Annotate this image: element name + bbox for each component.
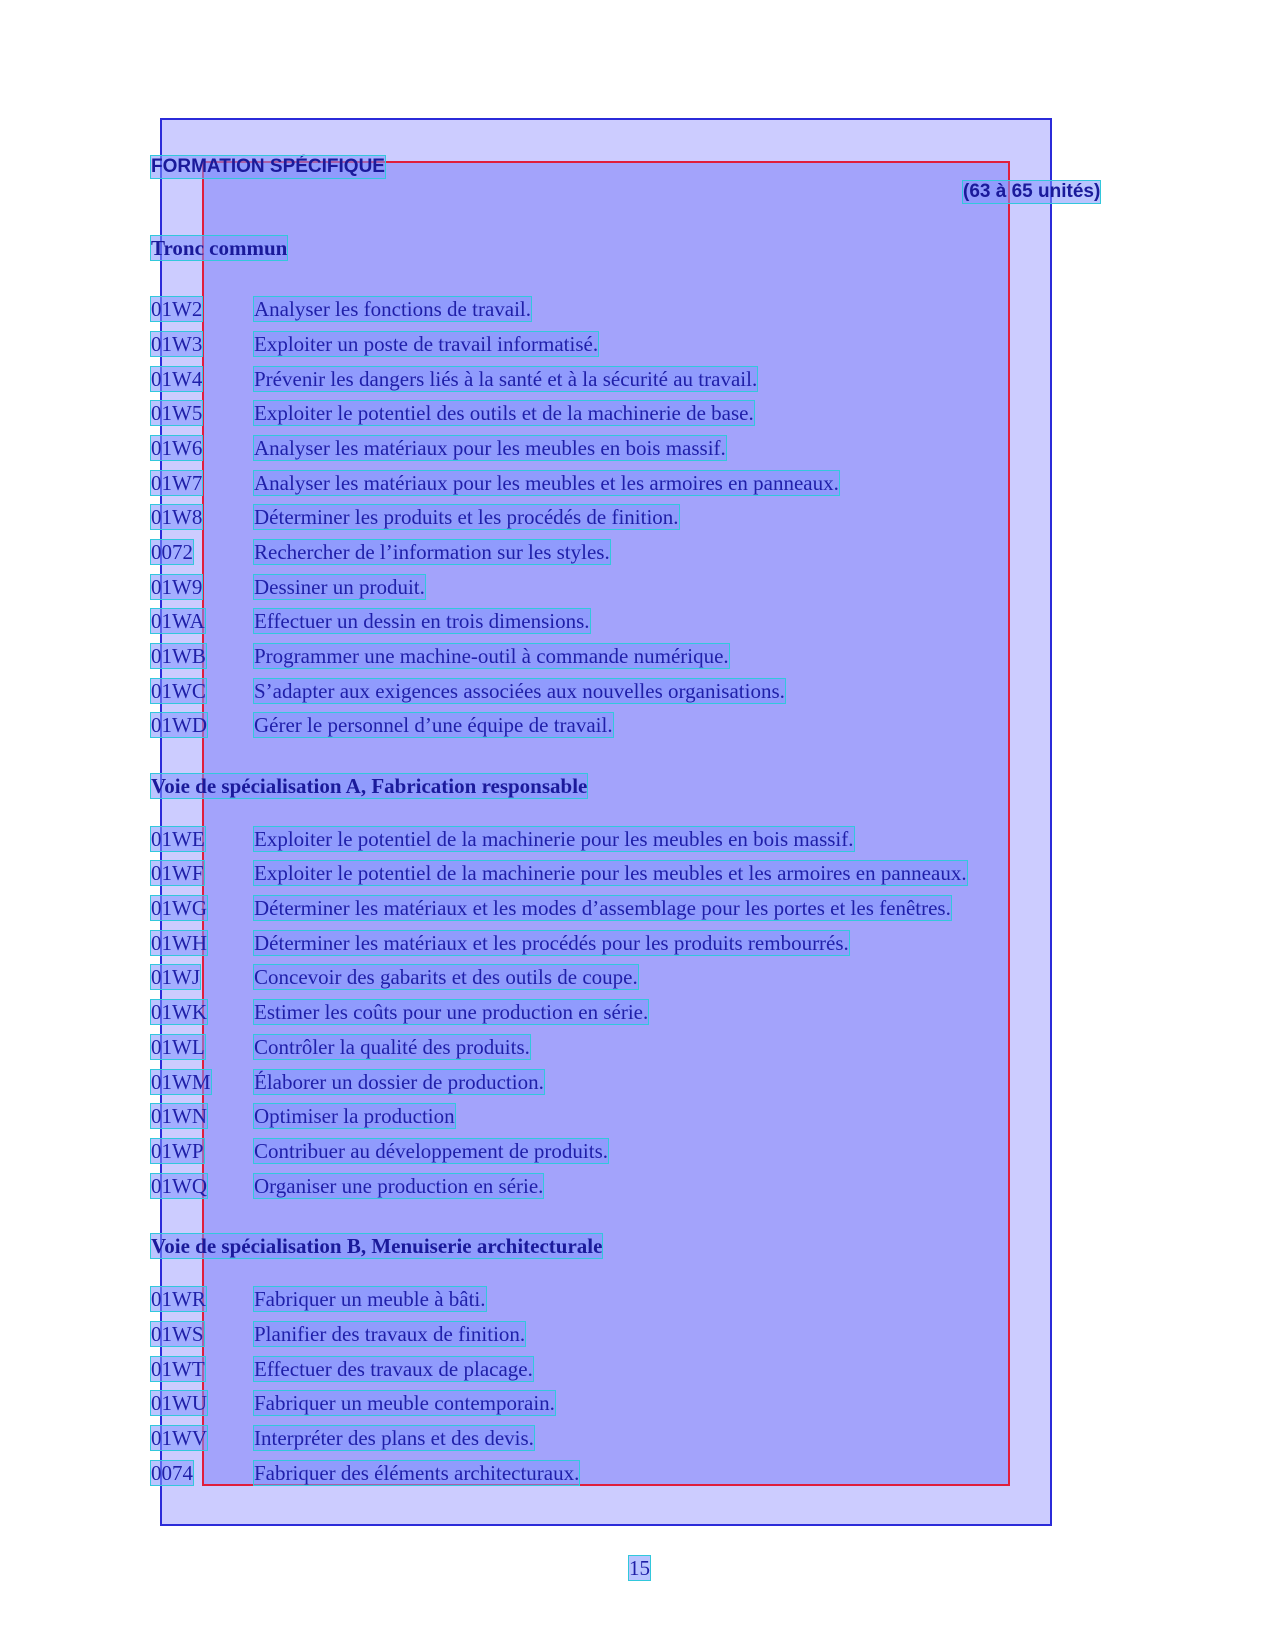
competency-code: 01WG [151,896,207,920]
list-item [0,575,1100,599]
competency-text: Exploiter le potentiel de la machinerie pour les meubles et les armoires en panneaux. [254,861,967,885]
competency-code: 01WU [151,1391,207,1415]
competency-text: Gérer le personnel d’une équipe de travail. [254,713,613,737]
group-heading-voie-b: Voie de spécialisation B, Menuiserie architecturale [151,1234,603,1258]
competency-code: 01WA [151,609,205,633]
list-item [0,1391,1100,1415]
competency-text: Analyser les matériaux pour les meubles en bois massif. [254,436,726,460]
competency-code: 01WK [151,1000,207,1024]
competency-code: 01W5 [151,401,203,425]
competency-text: Exploiter le potentiel de la machinerie pour les meubles en bois massif. [254,827,854,851]
list-item [0,436,1100,460]
competency-code: 01WB [151,644,206,668]
list-item [0,401,1100,425]
list-item [0,1357,1100,1381]
competency-code: 01W8 [151,505,203,529]
section-title: FORMATION SPÉCIFIQUE [151,156,385,177]
list-item [0,965,1100,989]
list-item [0,1174,1100,1198]
list-item [0,827,1100,851]
competency-code: 01WM [151,1070,211,1094]
competency-text: Exploiter un poste de travail informatisé. [254,332,599,356]
competency-text: Analyser les fonctions de travail. [254,297,531,321]
competency-text: Prévenir les dangers liés à la santé et à la sécurité au travail. [254,367,758,391]
list-item [0,644,1100,668]
list-item [0,1461,1100,1485]
competency-code: 01WE [151,827,205,851]
competency-code: 01WS [151,1322,204,1346]
competency-code: 01W6 [151,436,203,460]
competency-code: 01W9 [151,575,203,599]
competency-code: 01WQ [151,1174,207,1198]
competency-text: Concevoir des gabarits et des outils de coupe. [254,965,638,989]
competency-code: 01WD [151,713,207,737]
competency-code: 01WH [151,931,207,955]
list-item [0,1000,1100,1024]
competency-text: Effectuer un dessin en trois dimensions. [254,609,590,633]
list-item [0,1426,1100,1450]
competency-code: 01W3 [151,332,203,356]
list-item [0,896,1100,920]
competency-text: Planifier des travaux de finition. [254,1322,526,1346]
competency-text: Fabriquer un meuble à bâti. [254,1287,486,1311]
list-item [0,505,1100,529]
competency-code: 01W4 [151,367,203,391]
competency-text: Analyser les matériaux pour les meubles et les armoires en panneaux. [254,471,839,495]
list-item [0,297,1100,321]
page-number: 15 [629,1556,650,1580]
competency-text: Élaborer un dossier de production. [254,1070,544,1094]
competency-text: Déterminer les produits et les procédés de finition. [254,505,679,529]
list-item [0,1070,1100,1094]
list-item [0,1287,1100,1311]
competency-text: Déterminer les matériaux et les modes d’assemblage pour les portes et les fenêtres. [254,896,951,920]
list-item [0,540,1100,564]
list-item [0,931,1100,955]
competency-code: 01W2 [151,297,203,321]
competency-code: 01WP [151,1139,204,1163]
group-heading-tronc-commun: Tronc commun [151,236,288,260]
competency-text: Dessiner un produit. [254,575,425,599]
competency-text: Interpréter des plans et des devis. [254,1426,534,1450]
competency-text: Contrôler la qualité des produits. [254,1035,530,1059]
list-item [0,1104,1100,1128]
group-heading-voie-a: Voie de spécialisation A, Fabrication responsable [151,774,588,798]
competency-text: Fabriquer un meuble contemporain. [254,1391,555,1415]
list-item [0,861,1100,885]
list-item [0,1322,1100,1346]
competency-text: Contribuer au développement de produits. [254,1139,608,1163]
list-item [0,1139,1100,1163]
competency-code: 01WR [151,1287,206,1311]
list-item [0,609,1100,633]
competency-text: Estimer les coûts pour une production en série. [254,1000,649,1024]
competency-text: Exploiter le potentiel des outils et de la machinerie de base. [254,401,754,425]
competency-code: 0074 [151,1461,193,1485]
units-label: (63 à 65 unités) [963,181,1101,202]
competency-text: Organiser une production en série. [254,1174,544,1198]
list-item [0,332,1100,356]
competency-code: 01WJ [151,965,200,989]
competency-code: 01W7 [151,471,203,495]
competency-text: Programmer une machine-outil à commande numérique. [254,644,729,668]
competency-text: Rechercher de l’information sur les styles. [254,540,610,564]
competency-code: 01WC [151,679,206,703]
list-item [0,713,1100,737]
competency-code: 01WN [151,1104,207,1128]
list-item [0,679,1100,703]
competency-code: 01WV [151,1426,207,1450]
competency-text: S’adapter aux exigences associées aux nouvelles organisations. [254,679,785,703]
competency-text: Effectuer des travaux de placage. [254,1357,533,1381]
competency-text: Déterminer les matériaux et les procédés pour les produits rembourrés. [254,931,849,955]
list-item [0,1035,1100,1059]
competency-code: 0072 [151,540,193,564]
competency-code: 01WT [151,1357,205,1381]
list-item [0,367,1100,391]
competency-code: 01WF [151,861,204,885]
competency-text: Fabriquer des éléments architecturaux. [254,1461,580,1485]
competency-text: Optimiser la production [254,1104,455,1128]
list-item [0,471,1100,495]
competency-code: 01WL [151,1035,205,1059]
